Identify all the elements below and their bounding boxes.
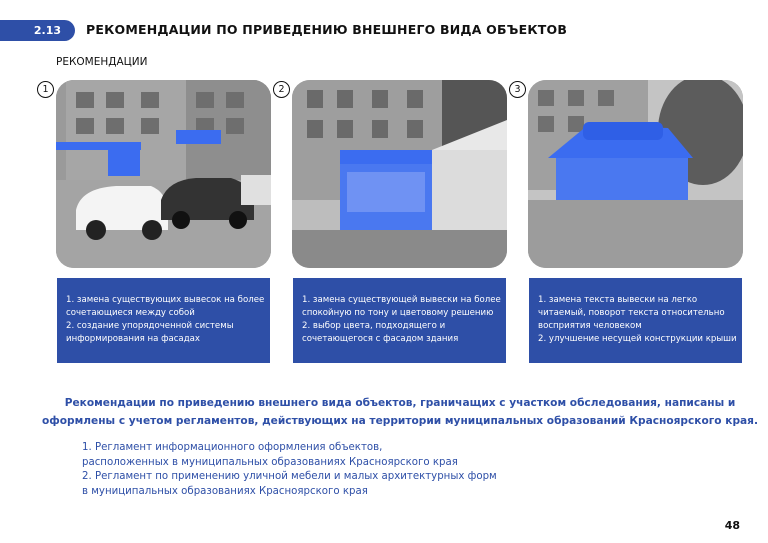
section-subtitle: РЕКОМЕНДАЦИИ [56,56,148,68]
caption-line: сочетающиеся между собой [66,308,195,318]
regulation-line: расположенных в муниципальных образованиях Красноярского края [82,456,458,468]
regulation-line: в муниципальных образованиях Красноярского края [82,485,368,497]
card-number-2: 2 [273,81,290,98]
card-number-1: 1 [37,81,54,98]
caption-line: спокойную по тону и цветовому решению [302,308,494,318]
caption-line: 1. замена существующих вывесок на более [66,295,265,305]
caption-line: сочетающегося с фасадом здания [302,334,459,344]
caption-line: восприятия человеком [538,321,642,331]
main-statement-line: оформлены с учетом регламентов, действующих на территории муниципальных образований Красноярского края. [41,415,759,427]
page-title: РЕКОМЕНДАЦИИ ПО ПРИВЕДЕНИЮ ВНЕШНЕГО ВИДА ОБЪЕКТОВ [86,22,568,37]
caption-line: информирования на фасадах [66,334,200,344]
photo-1 [56,80,271,268]
caption-3 [529,278,742,363]
main-statement [40,394,760,430]
caption-line: 2. улучшение несущей конструкции крыши [538,334,737,344]
caption-line: 1. замена текста вывески на легко [538,295,698,305]
caption-line: 1. замена существующей вывески на более [302,295,501,305]
caption-1 [57,278,270,363]
caption-line: читаемый, поворот текста относительно [538,308,725,318]
caption-2 [293,278,506,363]
regulation-line: 2. Регламент по применению уличной мебели и малых архитектурных форм [82,471,497,482]
caption-line: 2. выбор цвета, подходящего и [302,321,446,331]
caption-line: 2. создание упорядоченной системы [66,321,234,331]
photo-3-illustration [528,80,743,268]
main-statement-line: Рекомендации по приведению внешнего вида объектов, граничащих с участком обследования, написаны и [64,397,736,409]
card-number-3: 3 [509,81,526,98]
page-number: 48 [724,519,740,532]
regulations-list [82,441,497,499]
photo-2 [292,80,507,268]
photo-3 [528,80,743,268]
regulation-line: 1. Регламент информационного оформления объектов, [82,442,383,453]
photo-1-illustration [56,80,271,268]
section-badge: 2.13 [0,20,75,41]
photo-2-illustration [292,80,507,268]
